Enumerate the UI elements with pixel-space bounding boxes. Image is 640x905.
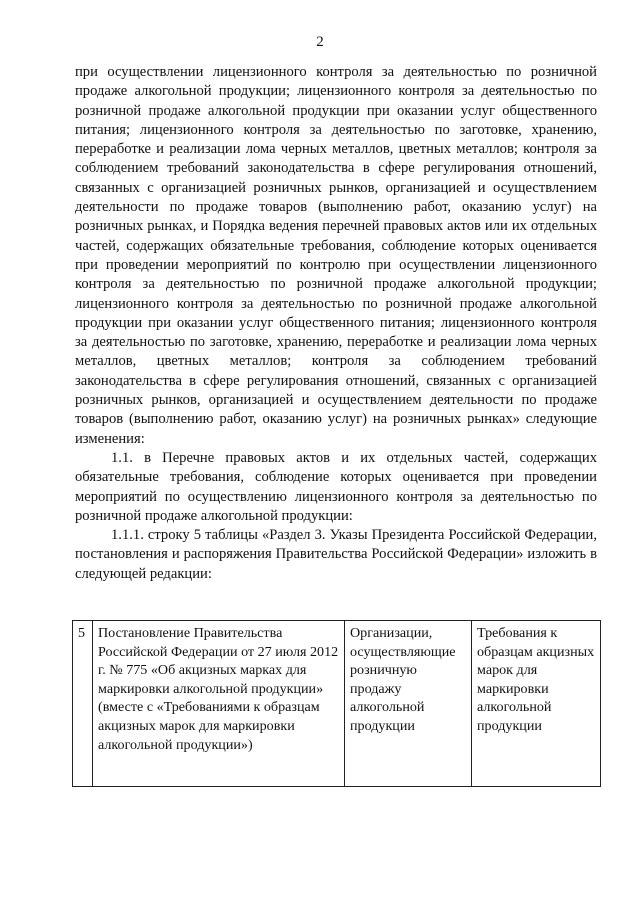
- paragraph-item-1-1-1: 1.1.1. строку 5 таблицы «Раздел 3. Указы Президента Российской Федерации, постановления и распоряжения Правительства Российской Федерации» изложить в следующей редакции:: [75, 527, 597, 582]
- subjects-cell: Организации, осуществляющие розничную продажу алкогольной продукции: [345, 621, 472, 787]
- requirements-cell: Требования к образцам акцизных марок для маркировки алкогольной продукции: [472, 621, 601, 787]
- paragraph-item-1-1: 1.1. в Перечне правовых актов и их отдельных частей, содержащих обязательные требования, соблюдение которых оценивается при проведении мероприятий по осуществлению лицензионного контроля за деятельностью по розничной продаже алкогольной продукции:: [75, 449, 597, 524]
- table-bottom-border: [72, 786, 600, 787]
- table-row: [73, 621, 601, 787]
- table-top-border: [72, 620, 600, 621]
- legal-act-cell: Постановление Правительства Российской Федерации от 27 июля 2012 г. № 775 «Об акцизных марках для маркировки алкогольной продукции» (вместе с «Требованиями к образцам акцизных марок для маркировки алкогольной продукции»): [93, 621, 345, 787]
- page-number: 2: [316, 34, 324, 50]
- amendment-table: [72, 620, 601, 787]
- paragraph-intro: при осуществлении лицензионного контроля за деятельностью по розничной продаже алкогольной продукции; лицензионного контроля за деятельностью по розничной продаже алкогольной продукции при оказании услуг общественного питания; лицензионного контроля за деятельностью по заготовке, хранению, переработке и реализации лома черных металлов, цветных металлов; контроля за соблюдением требований законодательства в сфере регулирования отношений, связанных с организацией розничных рынков, организацией и осуществлением деятельности по продаже товаров (выполнению работ, оказанию услуг) на розничных рынках, и Порядка ведения перечней правовых актов или их отдельных частей, содержащих обязательные требования, соблюдение которых оценивается при проведении мероприятий по контролю при осуществлении лицензионного контроля за деятельностью по розничной продаже алкогольной продукции; лицензионного контроля за деятельностью по розничной продаже алкогольной продукции при оказании услуг общественного питания; лицензионного контроля за деятельностью по заготовке, хранению, переработке и реализации лома черных металлов, цветных металлов; контроля за соблюдением требований законодательства в сфере регулирования отношений, связанных с организацией розничных рынков, организацией и осуществлением деятельности по продаже товаров (выполнению работ, оказанию услуг) на розничных рынках» следующие изменения:: [75, 64, 597, 447]
- document-body: [75, 63, 597, 584]
- row-number-cell: 5: [73, 621, 93, 787]
